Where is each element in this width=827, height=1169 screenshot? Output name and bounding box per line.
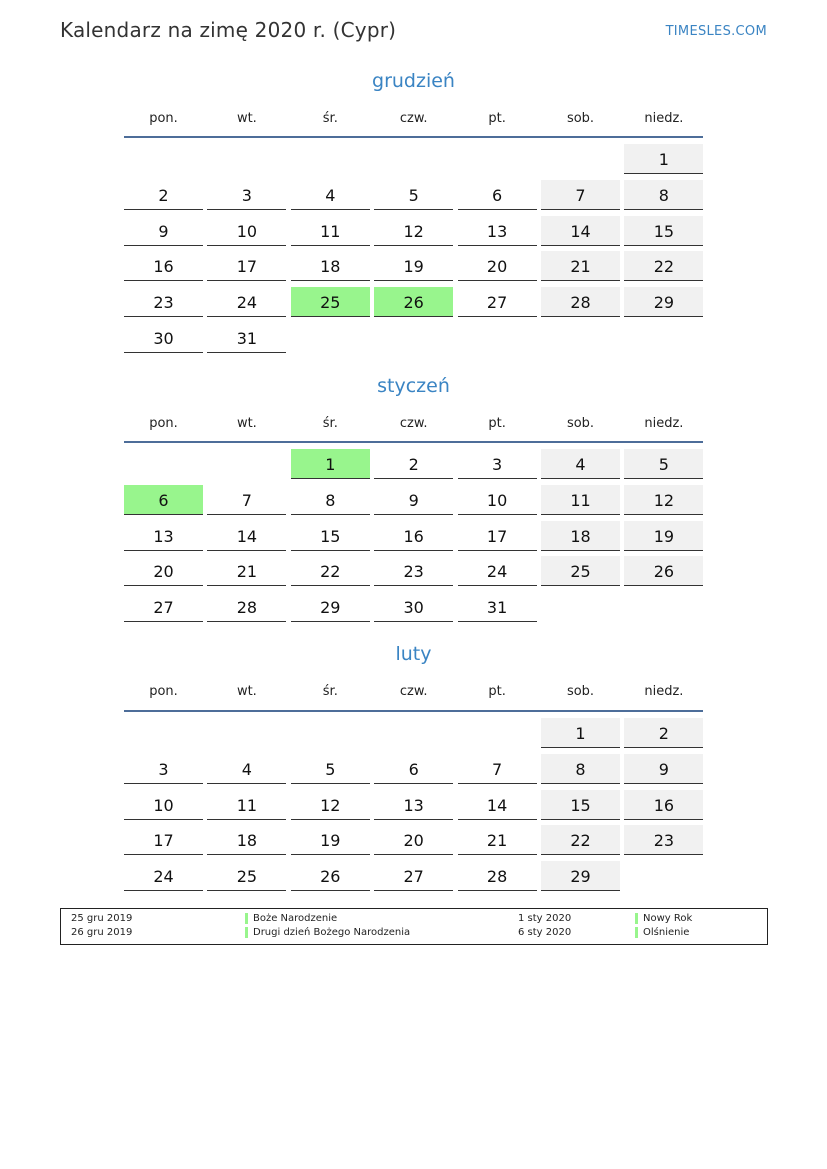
legend-date: 6 sty 2020 bbox=[518, 927, 572, 938]
day-cell: 17 bbox=[207, 251, 286, 281]
day-cell: 19 bbox=[624, 521, 703, 551]
day-cell: 20 bbox=[124, 556, 203, 586]
day-cell: 19 bbox=[291, 825, 370, 855]
day-cell: 10 bbox=[207, 216, 286, 246]
day-cell: 4 bbox=[541, 449, 620, 479]
header-rule bbox=[124, 441, 703, 443]
day-cell: 30 bbox=[374, 592, 453, 622]
day-cell: 17 bbox=[458, 521, 537, 551]
weekday-label: wt. bbox=[236, 684, 257, 699]
day-cell: 9 bbox=[374, 485, 453, 515]
day-cell: 13 bbox=[374, 790, 453, 820]
weekday-label: czw. bbox=[399, 416, 428, 431]
legend-date: 1 sty 2020 bbox=[518, 913, 572, 924]
day-cell: 5 bbox=[374, 180, 453, 210]
day-cell: 25 bbox=[207, 861, 286, 891]
day-cell: 7 bbox=[207, 485, 286, 515]
weekday-label: sob. bbox=[566, 111, 595, 126]
day-cell: 7 bbox=[541, 180, 620, 210]
day-cell: 31 bbox=[458, 592, 537, 622]
day-cell: 22 bbox=[624, 251, 703, 281]
day-cell: 6 bbox=[458, 180, 537, 210]
day-cell: 14 bbox=[541, 216, 620, 246]
day-cell: 10 bbox=[124, 790, 203, 820]
day-cell: 11 bbox=[541, 485, 620, 515]
day-cell: 24 bbox=[207, 287, 286, 317]
day-cell: 3 bbox=[124, 754, 203, 784]
day-cell: 7 bbox=[458, 754, 537, 784]
day-cell: 23 bbox=[624, 825, 703, 855]
day-cell: 27 bbox=[374, 861, 453, 891]
day-cell: 11 bbox=[207, 790, 286, 820]
day-cell: 18 bbox=[291, 251, 370, 281]
weekday-label: pt. bbox=[488, 111, 506, 126]
day-cell: 4 bbox=[291, 180, 370, 210]
day-cell: 26 bbox=[624, 556, 703, 586]
weekday-label: pon. bbox=[149, 111, 178, 126]
day-cell: 18 bbox=[207, 825, 286, 855]
day-cell: 3 bbox=[458, 449, 537, 479]
legend-holiday-name: Boże Narodzenie bbox=[253, 913, 338, 924]
legend-holiday-name: Olśnienie bbox=[643, 927, 690, 938]
weekday-label: pt. bbox=[488, 416, 506, 431]
day-cell: 20 bbox=[374, 825, 453, 855]
day-cell: 6 bbox=[374, 754, 453, 784]
holiday-marker bbox=[245, 927, 248, 938]
day-cell: 23 bbox=[374, 556, 453, 586]
weekday-header bbox=[124, 416, 703, 436]
day-cell: 28 bbox=[541, 287, 620, 317]
legend-holiday-name: Drugi dzień Bożego Narodzenia bbox=[253, 927, 411, 938]
day-cell: 29 bbox=[541, 861, 620, 891]
page-title: Kalendarz na zimę 2020 r. (Cypr) bbox=[60, 18, 397, 42]
weekday-label: śr. bbox=[322, 416, 338, 431]
day-cell: 2 bbox=[374, 449, 453, 479]
weekday-header bbox=[124, 684, 703, 704]
day-cell: 24 bbox=[458, 556, 537, 586]
day-cell: 28 bbox=[207, 592, 286, 622]
day-cell: 21 bbox=[207, 556, 286, 586]
day-cell: 14 bbox=[207, 521, 286, 551]
day-cell: 16 bbox=[624, 790, 703, 820]
header-rule bbox=[124, 710, 703, 712]
day-cell: 3 bbox=[207, 180, 286, 210]
day-cell: 16 bbox=[374, 521, 453, 551]
day-cell: 9 bbox=[624, 754, 703, 784]
day-cell: 23 bbox=[124, 287, 203, 317]
holiday-marker bbox=[245, 913, 248, 924]
day-cell: 29 bbox=[624, 287, 703, 317]
day-cell: 1 bbox=[624, 144, 703, 174]
weekday-label: niedz. bbox=[644, 416, 684, 431]
day-cell: 13 bbox=[458, 216, 537, 246]
weekday-label: wt. bbox=[236, 416, 257, 431]
weekday-label: czw. bbox=[399, 111, 428, 126]
day-cell: 2 bbox=[624, 718, 703, 748]
day-cell: 8 bbox=[541, 754, 620, 784]
weekday-label: pon. bbox=[149, 416, 178, 431]
day-cell: 12 bbox=[624, 485, 703, 515]
legend-date: 26 gru 2019 bbox=[71, 927, 133, 938]
day-cell: 11 bbox=[291, 216, 370, 246]
day-cell: 6 bbox=[124, 485, 203, 515]
day-cell: 27 bbox=[124, 592, 203, 622]
holiday-legend bbox=[60, 908, 768, 945]
month-title: grudzień bbox=[372, 70, 455, 92]
day-cell: 31 bbox=[207, 323, 286, 353]
day-cell: 8 bbox=[624, 180, 703, 210]
day-cell: 16 bbox=[124, 251, 203, 281]
day-cell: 5 bbox=[291, 754, 370, 784]
day-cell: 26 bbox=[291, 861, 370, 891]
holiday-marker bbox=[635, 927, 638, 938]
weekday-header bbox=[124, 111, 703, 131]
day-cell: 19 bbox=[374, 251, 453, 281]
day-cell: 24 bbox=[124, 861, 203, 891]
weekday-label: pt. bbox=[488, 684, 506, 699]
day-cell: 1 bbox=[541, 718, 620, 748]
day-cell: 21 bbox=[541, 251, 620, 281]
legend-date: 25 gru 2019 bbox=[71, 913, 133, 924]
holiday-marker bbox=[635, 913, 638, 924]
day-cell: 1 bbox=[291, 449, 370, 479]
day-cell: 15 bbox=[291, 521, 370, 551]
day-cell: 14 bbox=[458, 790, 537, 820]
day-cell: 12 bbox=[374, 216, 453, 246]
day-cell: 12 bbox=[291, 790, 370, 820]
weekday-label: sob. bbox=[566, 416, 595, 431]
weekday-label: śr. bbox=[322, 111, 338, 126]
day-cell: 26 bbox=[374, 287, 453, 317]
day-cell: 28 bbox=[458, 861, 537, 891]
brand-link[interactable]: TIMESLES.COM bbox=[665, 24, 767, 39]
day-cell: 30 bbox=[124, 323, 203, 353]
weekday-label: czw. bbox=[399, 684, 428, 699]
day-cell: 25 bbox=[291, 287, 370, 317]
day-cell: 8 bbox=[291, 485, 370, 515]
day-cell: 4 bbox=[207, 754, 286, 784]
day-cell: 2 bbox=[124, 180, 203, 210]
day-cell: 13 bbox=[124, 521, 203, 551]
day-cell: 21 bbox=[458, 825, 537, 855]
day-cell: 10 bbox=[458, 485, 537, 515]
day-cell: 17 bbox=[124, 825, 203, 855]
weekday-label: pon. bbox=[149, 684, 178, 699]
day-cell: 25 bbox=[541, 556, 620, 586]
month-title: styczeń bbox=[377, 375, 450, 397]
weekday-label: niedz. bbox=[644, 684, 684, 699]
day-cell: 27 bbox=[458, 287, 537, 317]
day-cell: 9 bbox=[124, 216, 203, 246]
day-cell: 22 bbox=[541, 825, 620, 855]
day-cell: 20 bbox=[458, 251, 537, 281]
day-cell: 15 bbox=[541, 790, 620, 820]
legend-holiday-name: Nowy Rok bbox=[643, 913, 693, 924]
day-cell: 18 bbox=[541, 521, 620, 551]
day-cell: 15 bbox=[624, 216, 703, 246]
day-cell: 29 bbox=[291, 592, 370, 622]
weekday-label: śr. bbox=[322, 684, 338, 699]
weekday-label: wt. bbox=[236, 111, 257, 126]
day-cell: 5 bbox=[624, 449, 703, 479]
weekday-label: niedz. bbox=[644, 111, 684, 126]
month-title: luty bbox=[395, 643, 432, 665]
weekday-label: sob. bbox=[566, 684, 595, 699]
day-cell: 22 bbox=[291, 556, 370, 586]
header-rule bbox=[124, 136, 703, 138]
